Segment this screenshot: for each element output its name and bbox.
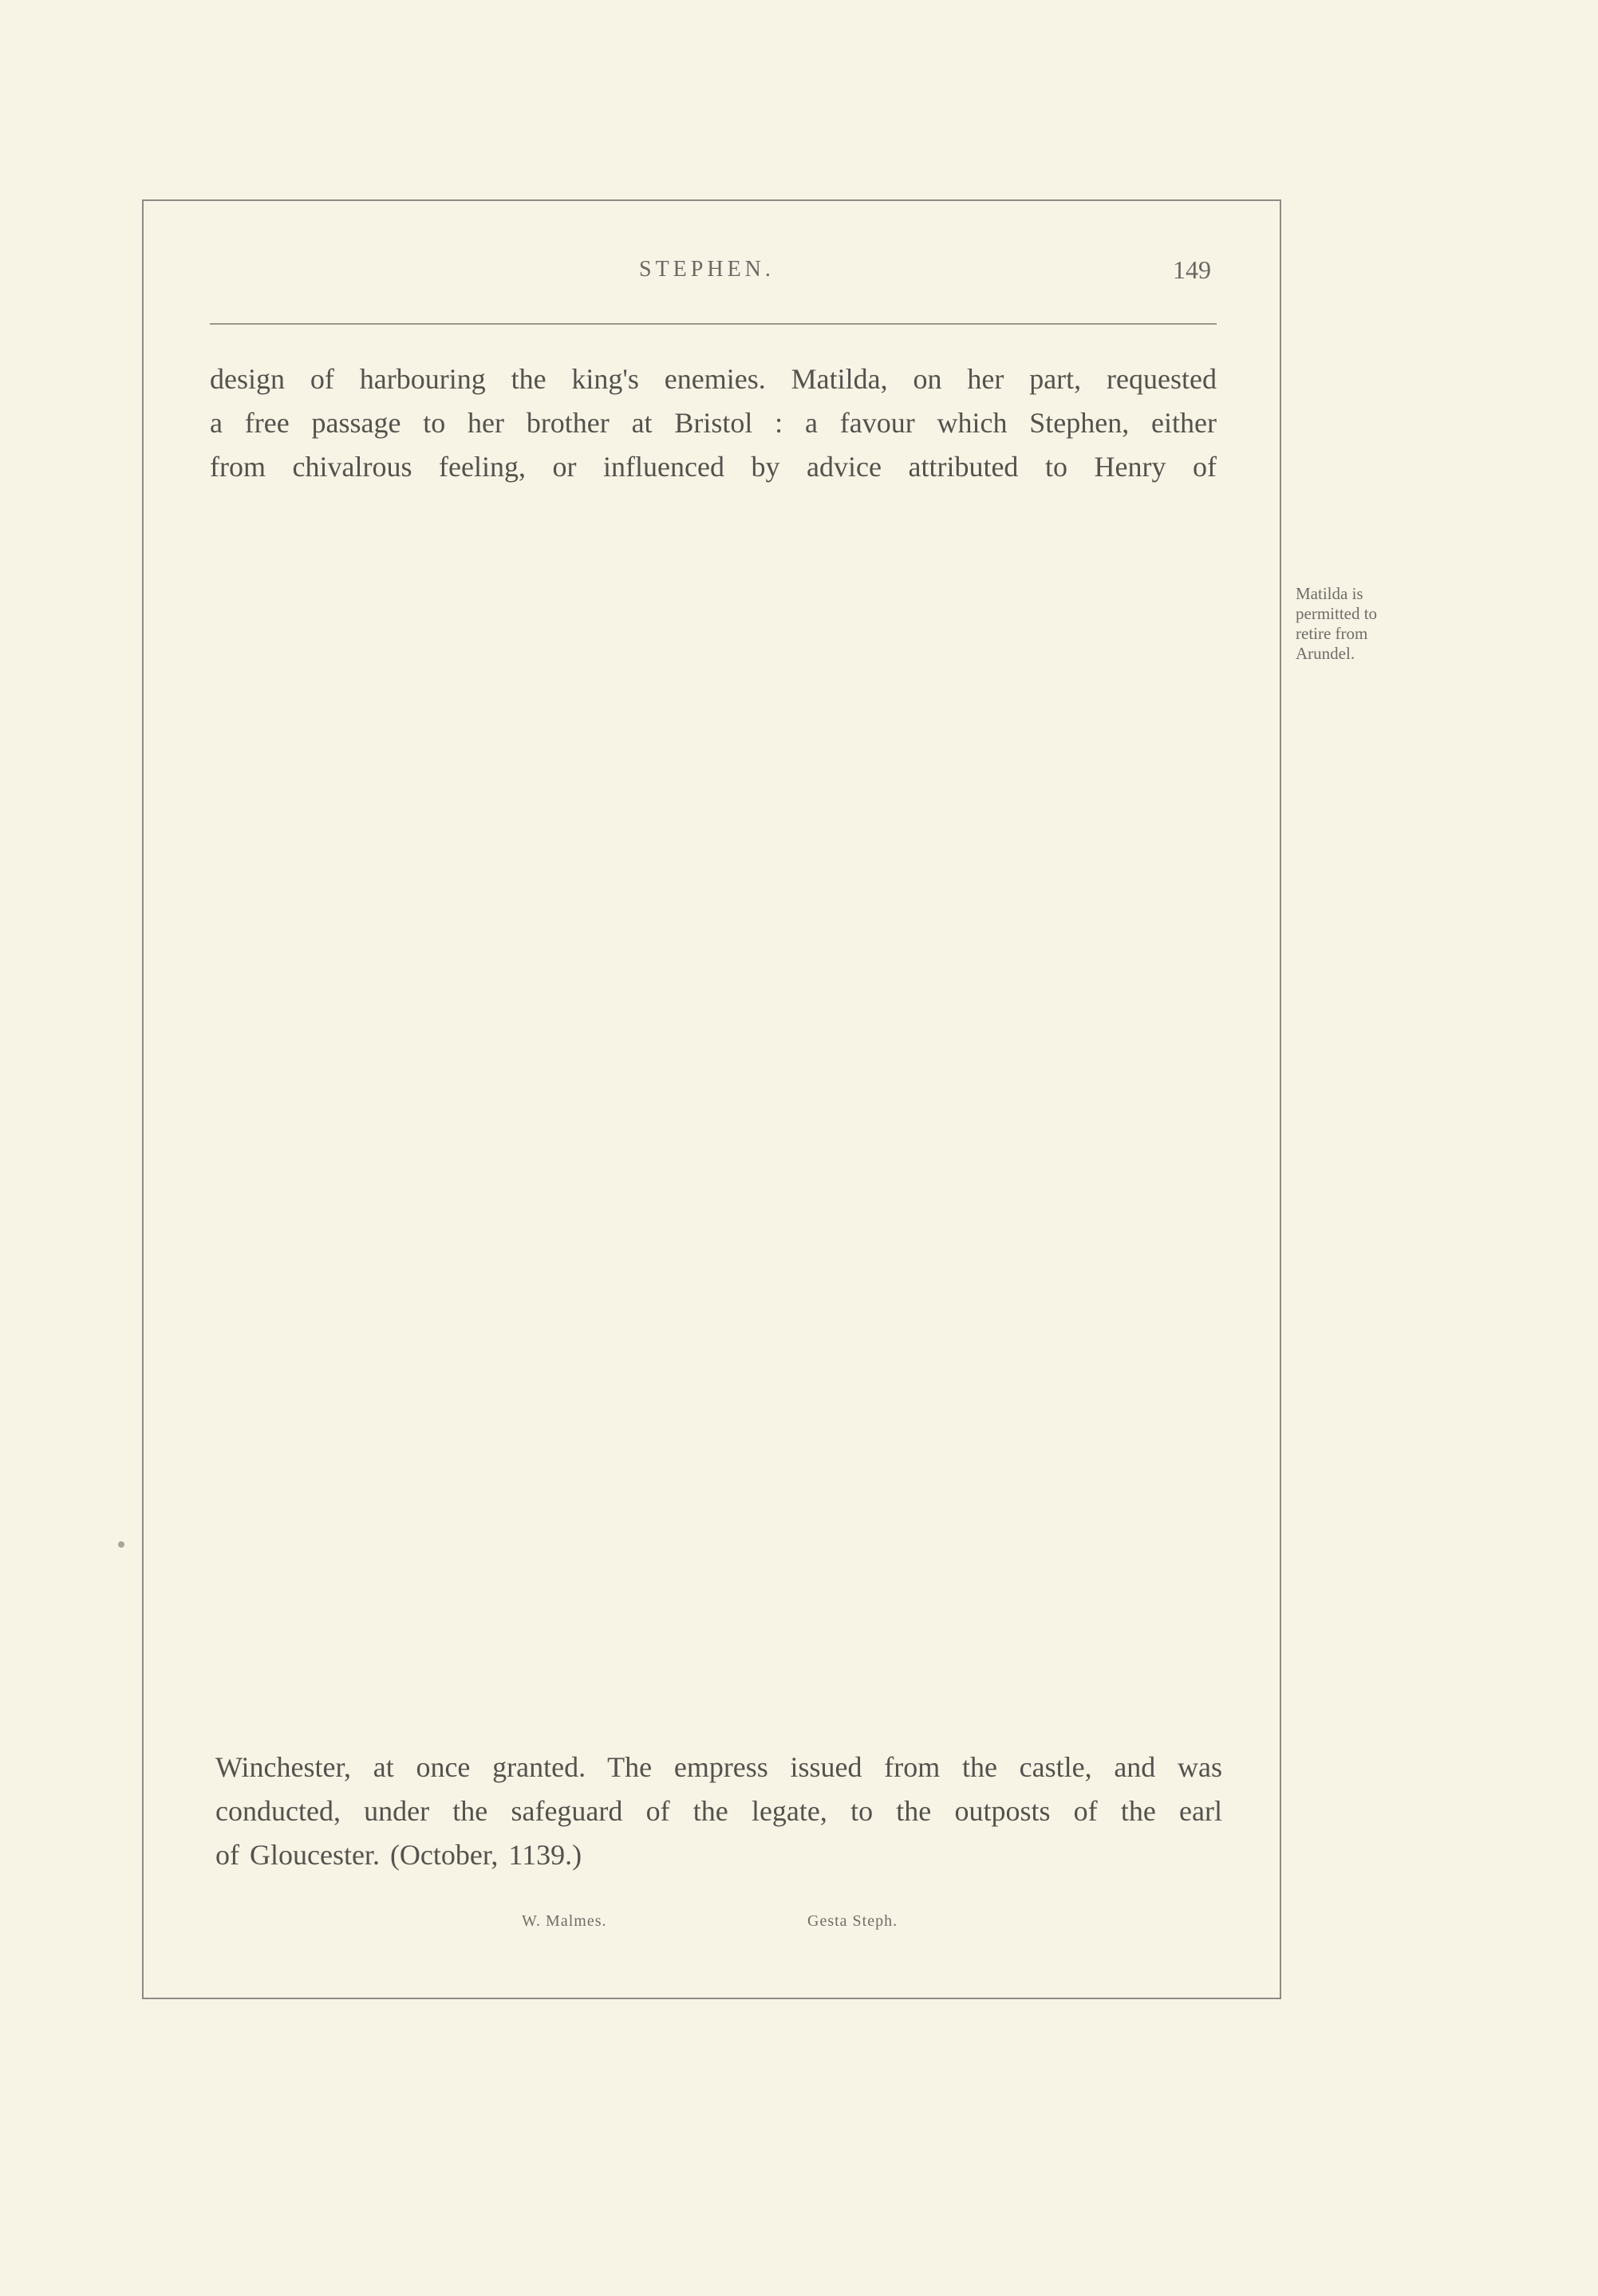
paragraph-bottom (215, 1746, 1222, 1877)
margin-note-line: retire from (1296, 624, 1368, 643)
text-line-last: of Gloucester. (October, 1139.) (215, 1839, 582, 1871)
source-citation-left: W. Malmes. (522, 1912, 607, 1930)
margin-note-line: Matilda is (1296, 584, 1363, 603)
page-number: 149 (1173, 255, 1211, 284)
paragraph-top (210, 357, 1217, 489)
text-line: conducted, under the safeguard of the legate, to the outposts of the earl (215, 1795, 1222, 1827)
castle-keep (497, 847, 767, 991)
margin-note (1296, 584, 1377, 664)
text-line: design of harbouring the king's enemies. Matilda, on her part, requested (210, 363, 1217, 395)
text-line: a free passage to her brother at Bristol : a favour which Stephen, either (210, 407, 1217, 439)
crowd (234, 1282, 290, 1354)
right-crowd (1087, 1324, 1191, 1477)
running-head: STEPHEN. (639, 257, 775, 282)
castle-tower (848, 831, 1063, 1230)
paper-speck (118, 1541, 124, 1548)
source-citation-right: Gesta Steph. (807, 1912, 898, 1930)
margin-note-line: permitted to (1296, 604, 1378, 623)
text-line: from chivalrous feeling, or influenced by advice attributed to Henry of (210, 451, 1217, 483)
text-line: Winchester, at once granted. The empress issued from the castle, and was (215, 1751, 1222, 1783)
margin-note-line: Arundel. (1296, 644, 1355, 663)
castle-illustration (226, 592, 1212, 1629)
header-rule (210, 323, 1217, 325)
